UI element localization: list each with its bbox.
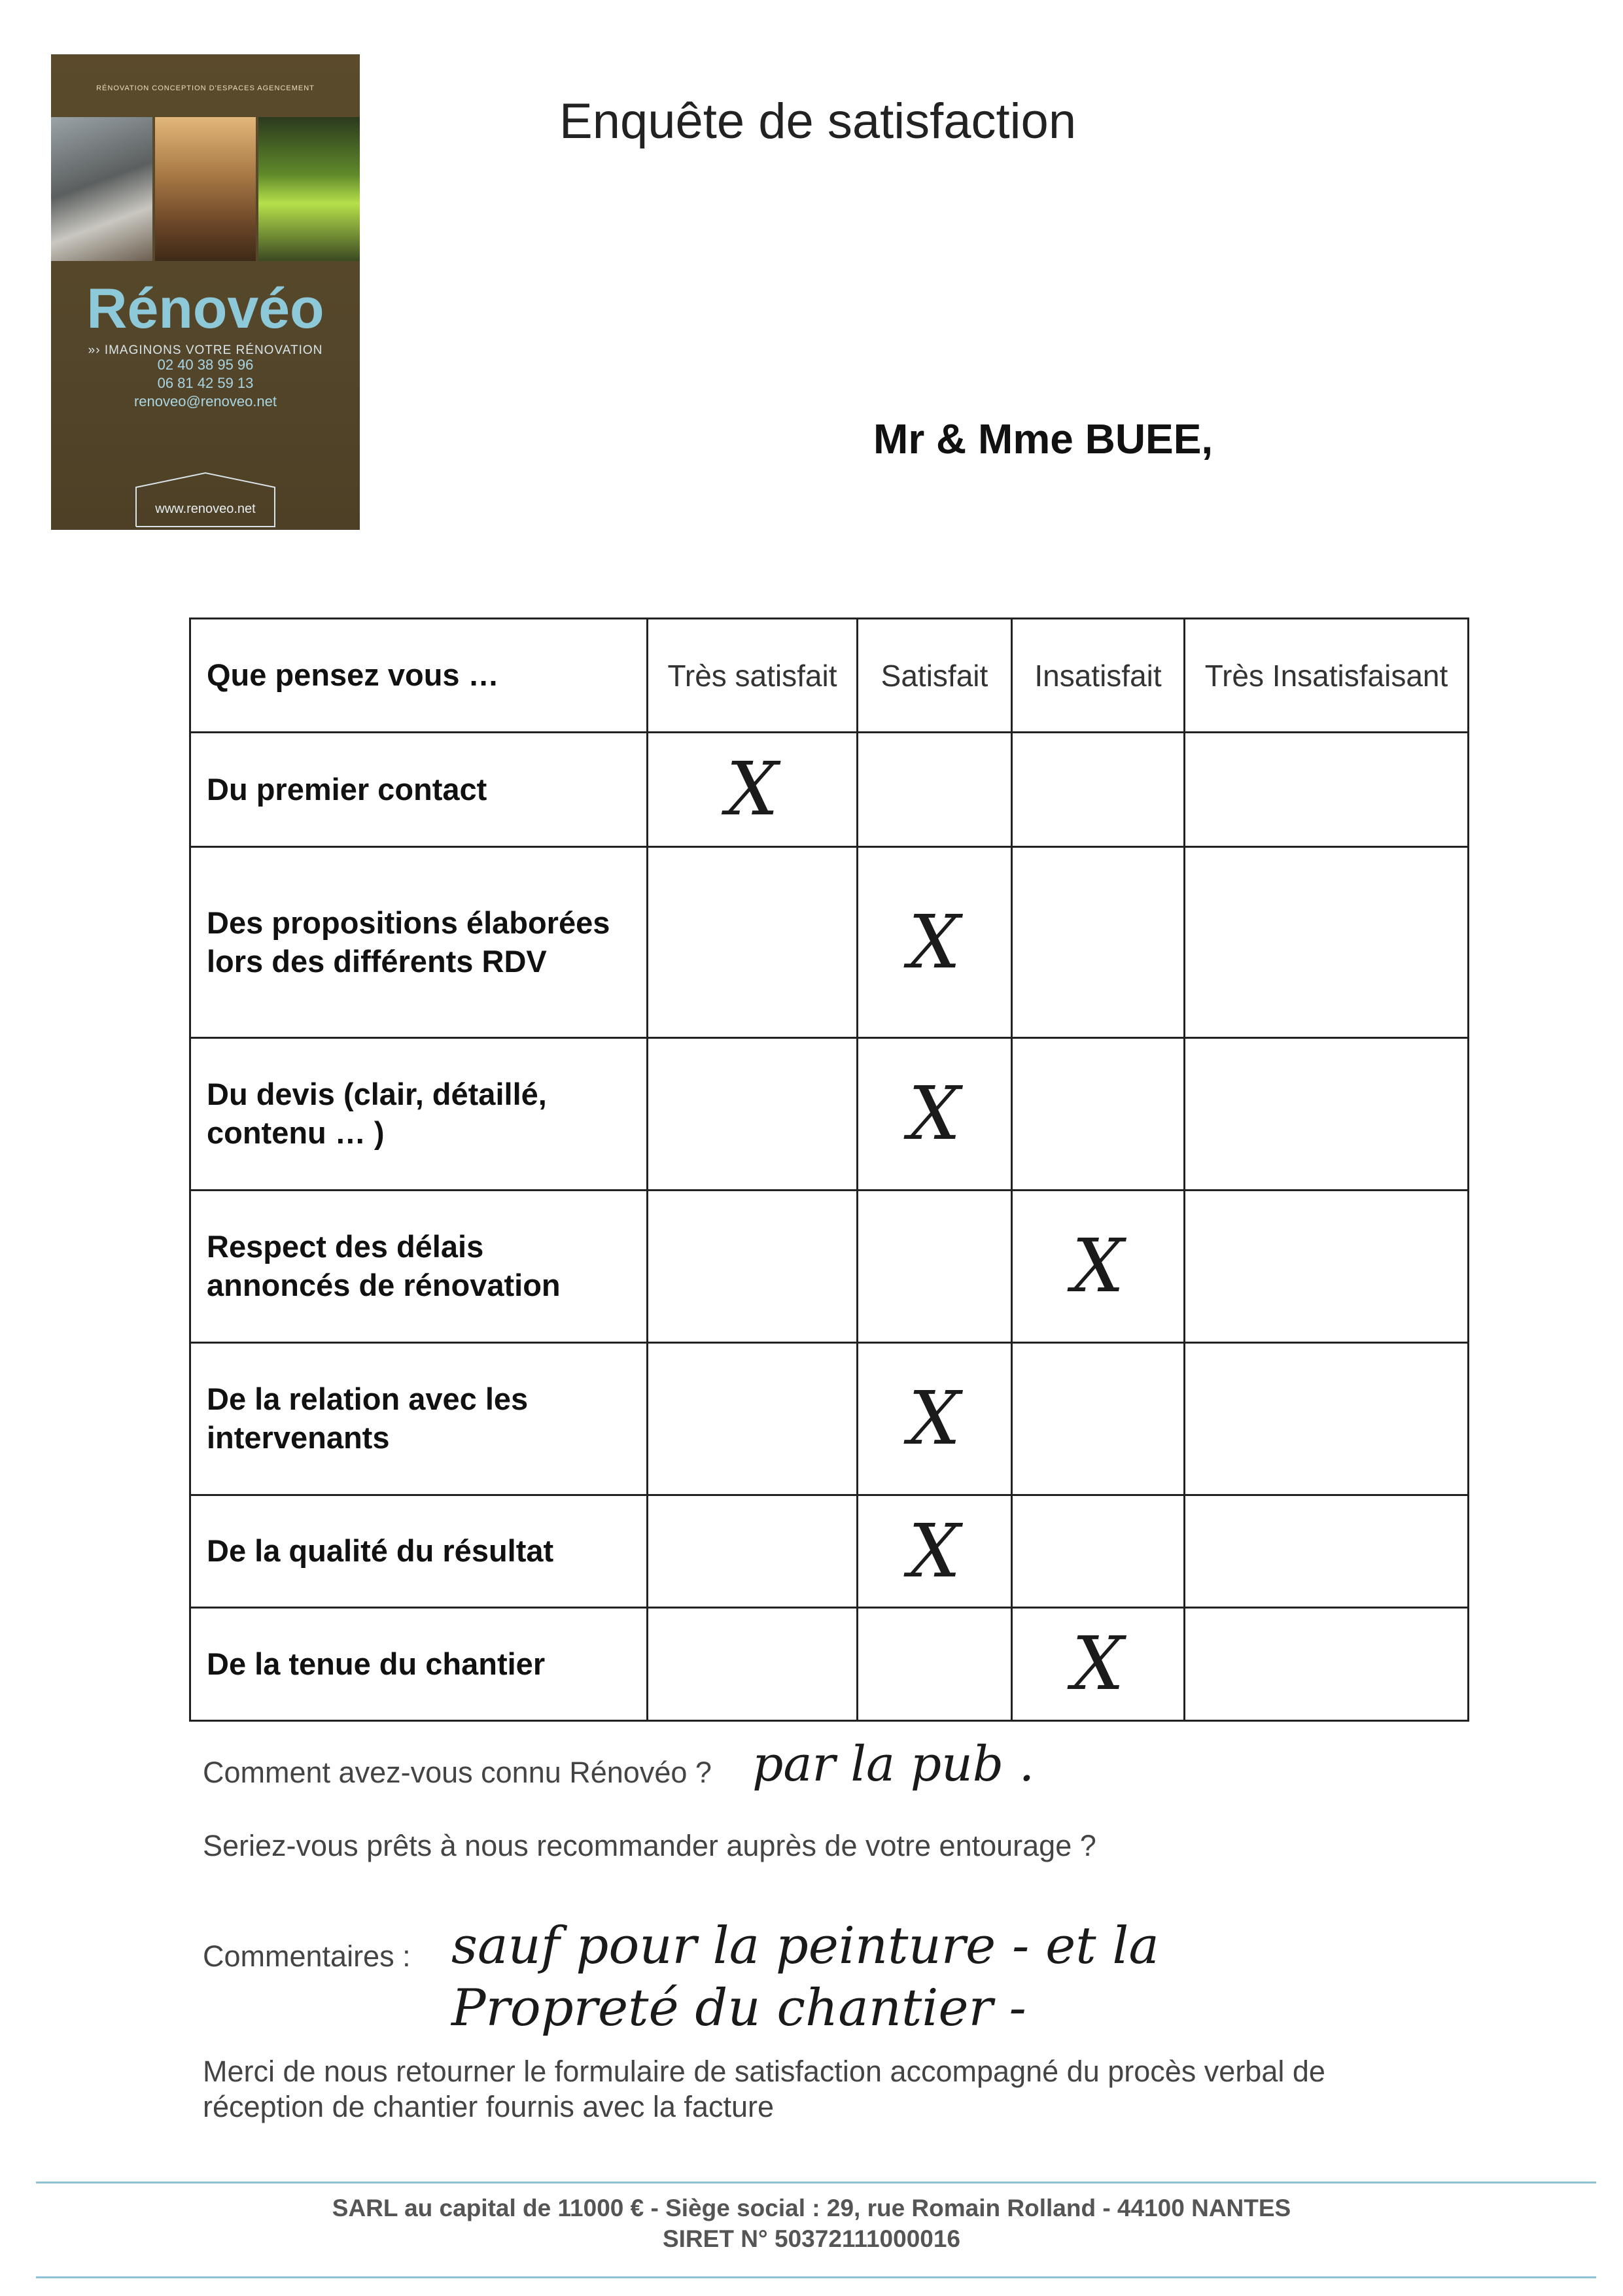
checkbox-cell[interactable] — [858, 1608, 1012, 1721]
handwritten-mark: X — [726, 747, 778, 832]
footer-siret: SIRET N° 50372111000016 — [662, 2225, 961, 2252]
table-row — [190, 1038, 1469, 1191]
checkbox-cell[interactable] — [648, 733, 858, 847]
column-header-insatisfait: Insatisfait — [1012, 619, 1185, 733]
checkbox-cell[interactable] — [648, 1608, 858, 1721]
table-row — [190, 1343, 1469, 1495]
row-label-devis: Du devis (clair, détaillé, contenu … ) — [190, 1038, 648, 1191]
handwritten-mark: X — [908, 1071, 961, 1157]
checkbox-cell[interactable] — [648, 847, 858, 1038]
logo-photo-strip — [51, 117, 360, 261]
how-known-question: Comment avez-vous connu Rénovéo ? — [203, 1756, 712, 1789]
checkbox-cell[interactable] — [1012, 847, 1185, 1038]
page-title: Enquête de satisfaction — [559, 94, 1077, 149]
checkbox-cell[interactable] — [1185, 733, 1469, 847]
checkbox-cell[interactable] — [1185, 847, 1469, 1038]
footer-divider-bottom — [36, 2276, 1596, 2278]
checkbox-cell[interactable] — [648, 1038, 858, 1191]
lit-room-photo — [258, 117, 360, 261]
recipient-name: Mr & Mme BUEE, — [873, 415, 1213, 462]
logo-website: www.renoveo.net — [155, 502, 256, 516]
footer-divider-top — [36, 2182, 1596, 2183]
logo-phone-1: 02 40 38 95 96 — [157, 357, 254, 373]
comments-label: Commentaires : — [203, 1939, 411, 1973]
checkbox-cell[interactable] — [1012, 1343, 1185, 1495]
checkbox-cell[interactable] — [858, 1495, 1012, 1608]
checkbox-cell[interactable] — [1185, 1495, 1469, 1608]
question-header: Que pensez vous … — [190, 619, 648, 733]
table-row — [190, 1608, 1469, 1721]
checkbox-cell[interactable] — [858, 1343, 1012, 1495]
logo-email: renoveo@renoveo.net — [133, 393, 277, 409]
row-label-tenue-chantier: De la tenue du chantier — [190, 1608, 648, 1721]
comments-field-line-2[interactable]: Propreté du chantier - — [451, 1979, 1026, 2038]
checkbox-cell[interactable] — [648, 1191, 858, 1343]
column-header-tres-satisfait: Très satisfait — [648, 619, 858, 733]
logo-brand-name: Rénovéo — [86, 277, 324, 340]
how-known-answer-field[interactable]: par la pub . — [752, 1736, 1035, 1792]
checkbox-cell[interactable] — [858, 847, 1012, 1038]
column-header-tres-insatisfaisant: Très Insatisfaisant — [1185, 619, 1469, 733]
kitchen-photo — [155, 117, 256, 261]
logo-services-line: RÉNOVATION CONCEPTION D'ESPACES AGENCEMENT — [96, 84, 315, 92]
column-header-satisfait: Satisfait — [858, 619, 1012, 733]
table-row — [190, 1495, 1469, 1608]
closing-instructions: Merci de nous retourner le formulaire de satisfaction accompagné du procès verbal de réception de chantier fournis avec la facture — [203, 2055, 1325, 2123]
footer-company-info: SARL au capital de 11000 € - Siège social : 29, rue Romain Rolland - 44100 NANTES — [332, 2195, 1291, 2221]
row-label-relation: De la relation avec les intervenants — [190, 1343, 648, 1495]
checkbox-cell[interactable] — [1012, 1038, 1185, 1191]
logo-phone-2: 06 81 42 59 13 — [157, 375, 254, 391]
checkbox-cell[interactable] — [1185, 1038, 1469, 1191]
house-outline-icon — [135, 472, 276, 528]
company-logo-card — [51, 54, 360, 530]
handwritten-mark: X — [908, 1376, 961, 1461]
checkbox-cell[interactable] — [1012, 733, 1185, 847]
handwritten-mark: X — [908, 1508, 961, 1594]
checkbox-cell[interactable] — [1185, 1191, 1469, 1343]
checkbox-cell[interactable] — [858, 733, 1012, 847]
row-label-propositions: Des propositions élaborées lors des différents RDV — [190, 847, 648, 1038]
checkbox-cell[interactable] — [1012, 1191, 1185, 1343]
checkbox-cell[interactable] — [1012, 1608, 1185, 1721]
logo-slogan: »› IMAGINONS VOTRE RÉNOVATION — [88, 343, 323, 357]
comments-field-line-1[interactable]: sauf pour la peinture - et la — [451, 1917, 1159, 1975]
checkbox-cell[interactable] — [858, 1038, 1012, 1191]
table-row — [190, 733, 1469, 847]
handwritten-mark: X — [1072, 1622, 1125, 1707]
handwritten-mark: X — [908, 899, 961, 985]
table-row — [190, 847, 1469, 1038]
checkbox-cell[interactable] — [648, 1343, 858, 1495]
table-row — [190, 1191, 1469, 1343]
table-header-row — [190, 619, 1469, 733]
handwritten-mark: X — [1072, 1224, 1125, 1309]
recommend-question: Seriez-vous prêts à nous recommander auprès de votre entourage ? — [203, 1829, 1096, 1862]
row-label-premier-contact: Du premier contact — [190, 733, 648, 847]
checkbox-cell[interactable] — [858, 1191, 1012, 1343]
satisfaction-table — [189, 617, 1469, 1722]
checkbox-cell[interactable] — [1185, 1343, 1469, 1495]
checkbox-cell[interactable] — [648, 1495, 858, 1608]
row-label-qualite: De la qualité du résultat — [190, 1495, 648, 1608]
checkbox-cell[interactable] — [1012, 1495, 1185, 1608]
checkbox-cell[interactable] — [1185, 1608, 1469, 1721]
row-label-delais: Respect des délais annoncés de rénovation — [190, 1191, 648, 1343]
bathroom-photo — [51, 117, 152, 261]
